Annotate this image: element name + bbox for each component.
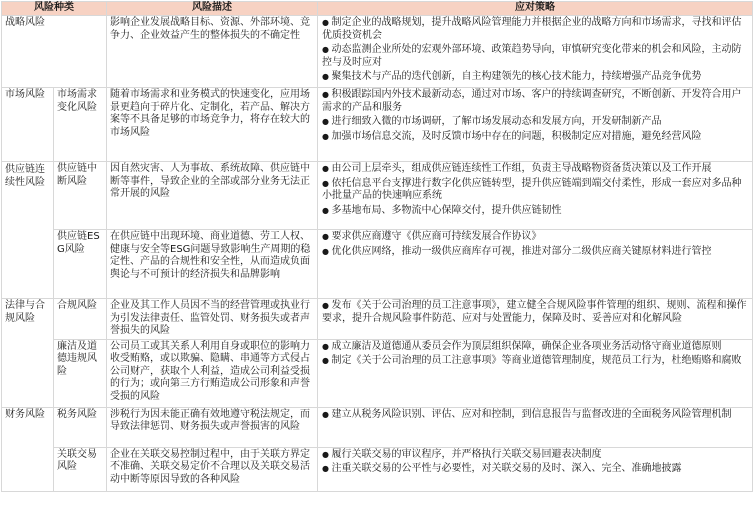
table-row bbox=[2, 299, 753, 340]
strategy-item: ● 建立从税务风险识别、评估、应对和控制，到信息报告与监督改进的全面税务风险管理机制 bbox=[322, 409, 748, 422]
strategy-cell bbox=[318, 447, 753, 491]
risk-subcategory: 廉洁及道德违规风险 bbox=[54, 339, 107, 407]
strategy-cell bbox=[318, 299, 753, 340]
strategy-item: ● 进行细致入微的市场调研，了解市场发展动态和发展方向，开发研制新产品 bbox=[322, 116, 748, 129]
strategy-item: ● 聚集技术与产品的迭代创新，自主构建领先的核心技术能力，持续增强产品竞争优势 bbox=[322, 71, 748, 84]
table-row bbox=[2, 16, 753, 88]
strategy-cell bbox=[318, 339, 753, 407]
risk-table bbox=[1, 1, 753, 492]
header-risk-description: 风险描述 bbox=[107, 2, 318, 16]
strategy-cell bbox=[318, 407, 753, 447]
risk-description: 在供应链中出现环境、商业道德、劳工人权、健康与安全等ESG问题导致影响生产周期的稳定性、产品的合规性和安全性，从而造成负面舆论与不可预计的经济损失和品牌影响 bbox=[107, 230, 318, 299]
strategy-cell bbox=[318, 230, 753, 299]
table-row bbox=[2, 407, 753, 447]
strategy-cell bbox=[318, 88, 753, 162]
strategy-item: ● 优化供应网络，推动一级供应商库存可视，推进对部分二级供应商关键原材料进行管控 bbox=[322, 246, 748, 259]
strategy-item: ● 多基地布局、多物流中心保障交付，提升供应链韧性 bbox=[322, 205, 748, 218]
risk-description: 企业在关联交易控制过程中，由于关联方界定不准确、关联交易定价不合理以及关联交易活动中断等原因导致的各种风险 bbox=[107, 447, 318, 491]
strategy-item: ● 制定企业的战略规划，提升战略风险管理能力并根据企业的战略方向和市场需求，寻找和评估优质投资机会 bbox=[322, 17, 748, 42]
strategy-item: ● 注重关联交易的公平性与必要性，对关联交易的及时、深入、完全、准确地披露 bbox=[322, 463, 748, 476]
risk-category: 供应链连续性风险 bbox=[2, 162, 54, 299]
risk-subcategory: 供应链中断风险 bbox=[54, 162, 107, 230]
risk-subcategory: 合规风险 bbox=[54, 299, 107, 340]
table-row bbox=[2, 230, 753, 299]
table-row bbox=[2, 162, 753, 230]
strategy-item: ● 要求供应商遵守《供应商可持续发展合作协议》 bbox=[322, 231, 748, 244]
table-header-row bbox=[2, 2, 753, 16]
risk-description: 因自然灾害、人为事故、系统故障、供应链中断等事件，导致企业的全部或部分业务无法正常开展的风险 bbox=[107, 162, 318, 230]
risk-subcategory: 供应链ESG风险 bbox=[54, 230, 107, 299]
strategy-item: ● 加强市场信息交流，及时反馈市场中存在的问题，积极制定应对措施，避免经营风险 bbox=[322, 131, 748, 144]
risk-category: 财务风险 bbox=[2, 407, 54, 491]
strategy-item: ● 积极跟踪国内外技术最新动态，通过对市场、客户的持续调查研究，不断创新、开发符合用户需求的产品和服务 bbox=[322, 89, 748, 114]
risk-subcategory: 关联交易风险 bbox=[54, 447, 107, 491]
risk-description: 随着市场需求和业务模式的快速变化，应用场景更趋向于碎片化、定制化，若产品、解决方案等不具备足够的市场竞争力，将存在较大的市场风险 bbox=[107, 88, 318, 162]
risk-category: 法律与合规风险 bbox=[2, 299, 54, 408]
risk-category: 战略风险 bbox=[2, 16, 107, 88]
risk-subcategory: 税务风险 bbox=[54, 407, 107, 447]
risk-description: 影响企业发展战略目标、资源、外部环境、竞争力、企业效益产生的整体损失的不确定性 bbox=[107, 16, 318, 88]
risk-subcategory: 市场需求变化风险 bbox=[54, 88, 107, 162]
header-strategy: 应对策略 bbox=[318, 2, 753, 16]
table-row bbox=[2, 447, 753, 491]
table-row bbox=[2, 339, 753, 407]
risk-description: 涉税行为因未能正确有效地遵守税法规定，而导致法律惩罚、财务损失或声誉损害的风险 bbox=[107, 407, 318, 447]
risk-category: 市场风险 bbox=[2, 88, 54, 162]
table-row bbox=[2, 88, 753, 162]
strategy-item: ● 依托信息平台支撑进行数字化供应链转型，提升供应链端到端交付柔性，形成一套应对多品种小批量产品的快速响应系统 bbox=[322, 178, 748, 203]
strategy-item: ● 发布《关于公司治理的员工注意事项》，建立健全合规风险事件管理的组织、规则、流程和操作要求，提升合规风险事件防范、应对与处置能力，保障及时、妥善应对和化解风险 bbox=[322, 300, 748, 325]
strategy-item: ● 成立廉洁及道德通从委员会作为顶层组织保障，确保企业各项业务活动恪守商业道德原则 bbox=[322, 341, 748, 354]
strategy-item: ● 由公司上层牵头，组成供应链连续性工作组，负责主导战略物资备货决策以及工作开展 bbox=[322, 163, 748, 176]
risk-description: 企业及其工作人员因不当的经营管理或执业行为引发法律责任、监管处罚、财务损失或者声誉损失的风险 bbox=[107, 299, 318, 340]
strategy-item: ● 履行关联交易的审议程序，并严格执行关联交易回避表决制度 bbox=[322, 449, 748, 462]
header-risk-type: 风险种类 bbox=[2, 2, 107, 16]
risk-description: 公司员工或其关系人利用自身或职位的影响力收受贿赂，或以欺骗、隐瞒、串通等方式侵占公司财产，获取个人利益，造成公司利益受损的行为；或向第三方行贿造成公司形象和声誉受损的风险 bbox=[107, 339, 318, 407]
strategy-cell bbox=[318, 162, 753, 230]
strategy-item: ● 动态监测企业所处的宏观外部环境、政策趋势导向，审慎研究变化带来的机会和风险，主动防控与及时应对 bbox=[322, 44, 748, 69]
strategy-item: ● 制定《关于公司治理的员工注意事项》等商业道德管理制度，规范员工行为，杜绝贿赂和腐败 bbox=[322, 355, 748, 368]
strategy-cell bbox=[318, 16, 753, 88]
